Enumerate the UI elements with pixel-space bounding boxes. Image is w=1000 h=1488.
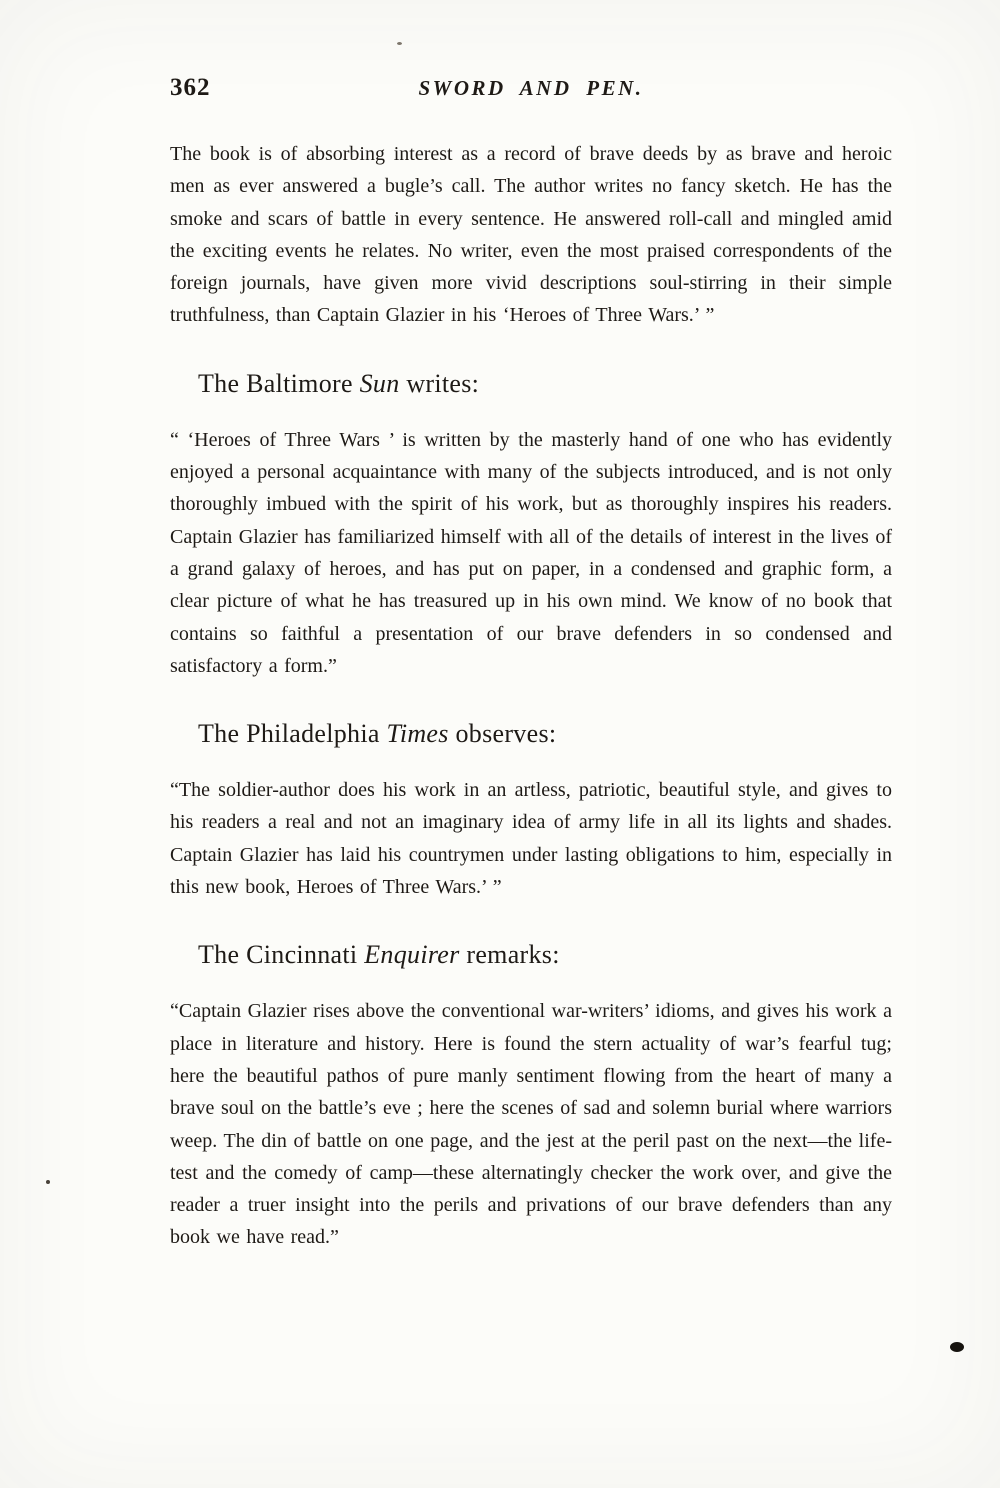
section-heading-baltimore-sun: [198, 369, 892, 399]
newspaper-name: Enquirer: [364, 940, 460, 970]
intro-paragraph: The book is of absorbing interest as a record of brave deeds by as brave and heroic men as ever answered a bugle’s call. The author writes no fancy sketch. He has the smoke and scars of battle in every sentence. He answered roll-call and mingled amid the exciting events he relates. No writer, even the most praised correspondents of the foreign journals, have given more vivid descriptions soul-stirring in their simple truthfulness, than Captain Glazier in his ‘Heroes of Three Wars.’ ”: [170, 143, 892, 327]
heading-text: observes:: [448, 719, 557, 749]
heading-text: The Baltimore: [198, 368, 360, 398]
newspaper-name: Times: [386, 719, 449, 749]
quote-paragraph: “The soldier-author does his work in an artless, patriotic, beautiful style, and gives to his readers a real and not an imaginary idea of army life in all its lights and shades. Captain Glazier has laid his countrymen under lasting obligations to him, especially in this new book, Heroes of Three Wars.’ ”: [170, 779, 892, 899]
heading-text: The Cincinnati: [198, 940, 365, 970]
section-philadelphia-times: [170, 719, 892, 903]
quote-paragraph: “Captain Glazier rises above the conventional war-writers’ idioms, and gives his work a place in literature and history. Here is found the stern actuality of war’s fearful tug; here the beautiful pathos of pure manly sentiment flowing from the heart of many a brave soul on the battle’s eve ; here the scenes of sad and solemn burial where warriors weep. The din of battle on one page, and the jest at the peril past on the next—the life-test and the comedy of camp—these alternatingly checker the work over, and give the reader a truer insight into the perils and privations of our brave defenders than any book we have read.”: [170, 1000, 892, 1249]
newspaper-name: Sun: [359, 368, 400, 398]
heading-text: The Philadelphia: [198, 719, 387, 749]
book-page: [170, 72, 892, 1254]
quote-paragraph: “ ‘Heroes of Three Wars ’ is written by the masterly hand of one who has evidently enjoyed a personal acquaintance with many of the subjects introduced, and is not only thoroughly imbued with the spirit of his work, but as thoroughly inspires his readers. Captain Glazier has familiarized himself with all of the details of interest in the lives of a grand galaxy of heroes, and has put on paper, in a condensed and graphic form, a clear picture of what he has treasured up in his own mind. We know of no book that contains so faithful a presentation of our brave defenders in so condensed and satisfactory a form.”: [170, 428, 892, 677]
scan-speck-artifact: [46, 1180, 50, 1184]
page-number: 362: [170, 74, 211, 101]
page-header: [170, 72, 892, 106]
heading-text: remarks:: [459, 940, 560, 970]
heading-text: writes:: [399, 368, 480, 398]
ink-spot-artifact: [950, 1342, 964, 1352]
section-heading-philadelphia-times: [198, 719, 892, 749]
section-cincinnati-enquirer: [170, 940, 892, 1253]
section-baltimore-sun: [170, 369, 892, 682]
running-title: SWORD AND PEN.: [418, 76, 644, 100]
section-heading-cincinnati-enquirer: [198, 940, 892, 970]
scan-speck-artifact: [397, 42, 402, 45]
